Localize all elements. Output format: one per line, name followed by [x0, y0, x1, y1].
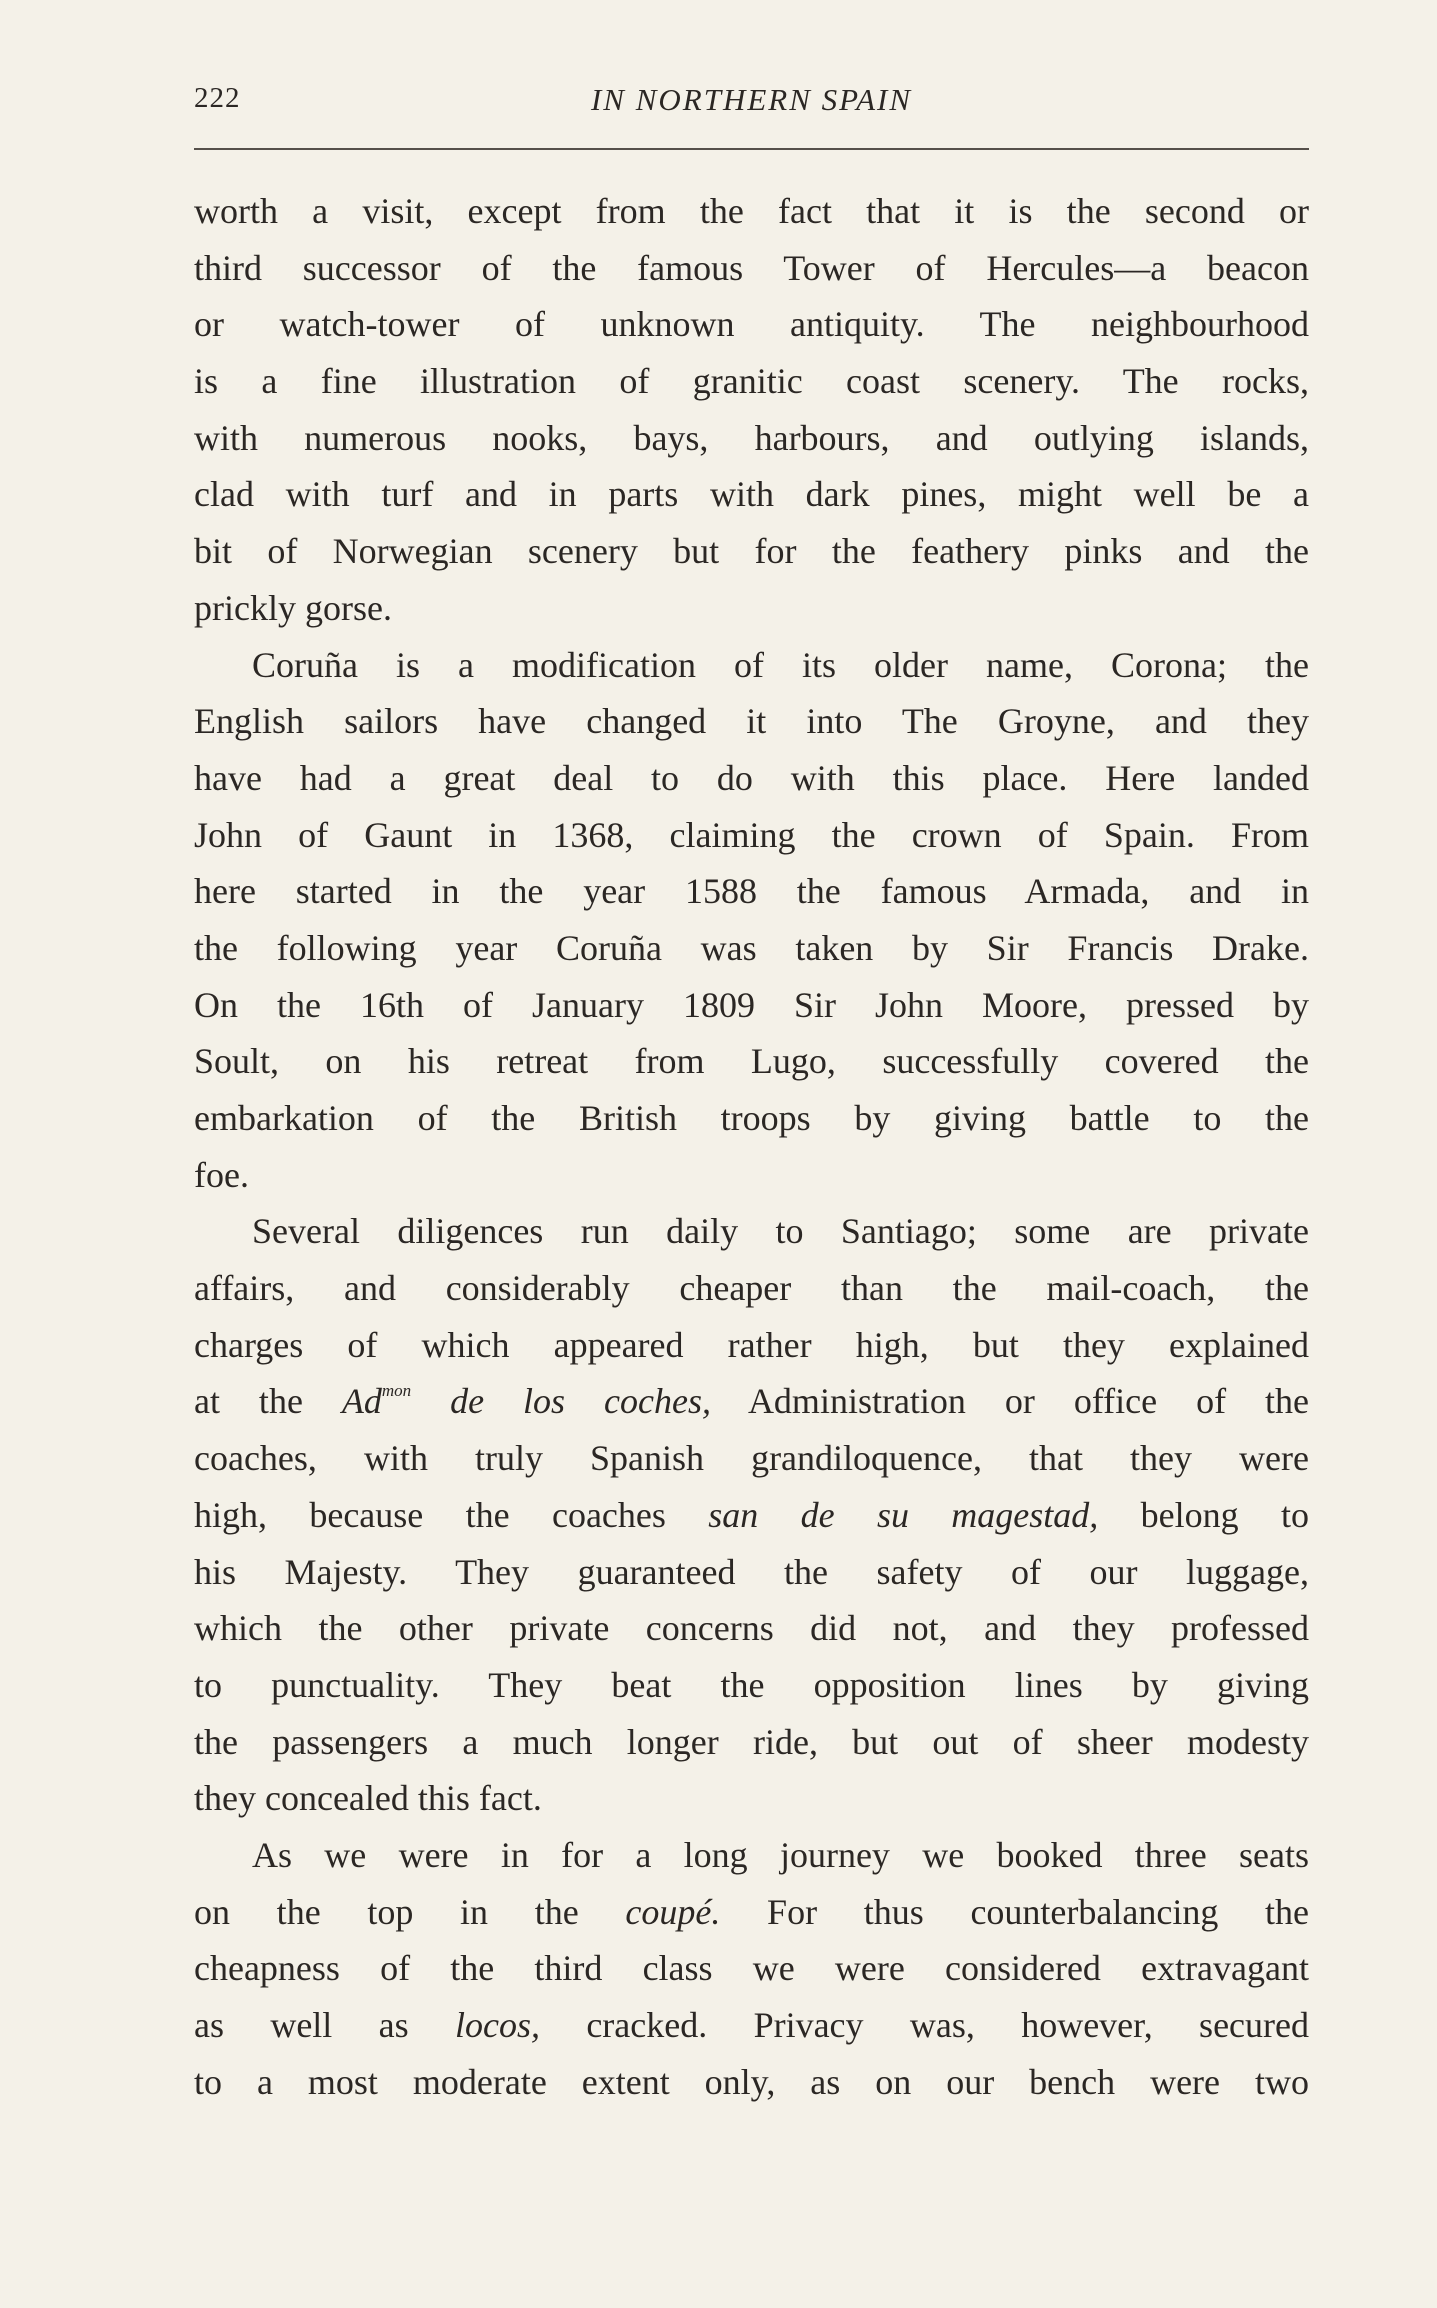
line-segment: as well as [194, 2005, 455, 2045]
text-line: which the other private concerns did not, and they professed [194, 1608, 1309, 1649]
text-line: coaches, with truly Spanish grandiloquence, that they were [194, 1438, 1309, 1479]
text-line: here started in the year 1588 the famous Armada, and in [194, 871, 1309, 912]
line-segment: high, because the coaches [194, 1494, 709, 1535]
line-segment: Administration or office of the [710, 1381, 1309, 1422]
text-line [194, 1997, 1309, 2054]
text-line: English sailors have changed it into The Groyne, and they [194, 701, 1309, 742]
italic-segment: de los coches, [411, 1381, 711, 1422]
text-line: worth a visit, except from the fact that it is the second or [194, 191, 1309, 231]
text-line: the passengers a much longer ride, but out of sheer modesty [194, 1721, 1309, 1762]
line-segment: belong to [1098, 1494, 1309, 1535]
page-number: 222 [194, 82, 241, 114]
text-line [194, 1373, 1309, 1430]
text-line: charges of which appeared rather high, but they explained [194, 1324, 1309, 1365]
text-line: affairs, and considerably cheaper than the mail-coach, the [194, 1268, 1309, 1309]
text-line: Soult, on his retreat from Lugo, successfully covered the [194, 1041, 1309, 1082]
body-text [194, 183, 1309, 2110]
text-line: cheapness of the third class we were considered extravagant [194, 1948, 1309, 1989]
text-line: his Majesty. They guaranteed the safety of our luggage, [194, 1551, 1309, 1592]
italic-segment: coupé. [625, 1891, 721, 1932]
text-line: the following year Coruña was taken by Sir Francis Drake. [194, 927, 1309, 968]
page-header [194, 82, 1309, 132]
superscript-abbreviation: mon [381, 1381, 412, 1401]
text-line: Several diligences run daily to Santiago; some are private [252, 1211, 1309, 1252]
text-line: to a most moderate extent only, as on our bench were two [194, 2061, 1309, 2102]
text-line [194, 1487, 1309, 1544]
text-line: Coruña is a modification of its older name, Corona; the [252, 644, 1309, 685]
italic-segment: locos, [454, 2005, 540, 2045]
text-line: they concealed this fact. [194, 1778, 542, 1819]
italic-segment: san de su magestad, [708, 1494, 1099, 1535]
text-line: John of Gaunt in 1368, claiming the crown of Spain. From [194, 814, 1309, 855]
line-segment: For thus counterbalancing the [720, 1891, 1309, 1932]
text-line [194, 1884, 1309, 1941]
text-line: is a fine illustration of granitic coast scenery. The rocks, [194, 361, 1309, 402]
text-line: have had a great deal to do with this place. Here landed [194, 757, 1309, 798]
text-line: prickly gorse. [194, 587, 392, 628]
text-line: third successor of the famous Tower of Hercules—a beacon [194, 247, 1309, 288]
header-rule [194, 148, 1309, 150]
text-line: with numerous nooks, bays, harbours, and outlying islands, [194, 417, 1309, 458]
text-line: embarkation of the British troops by giving battle to the [194, 1098, 1309, 1138]
line-segment: at the [194, 1381, 342, 1422]
line-segment: cracked. Privacy was, however, secured [539, 2005, 1309, 2045]
text-line: clad with turf and in parts with dark pines, might well be a [194, 474, 1309, 515]
running-title: IN NORTHERN SPAIN [590, 82, 913, 117]
text-line: to punctuality. They beat the opposition lines by giving [194, 1664, 1309, 1705]
text-line: As we were in for a long journey we booked three seats [252, 1834, 1309, 1875]
italic-segment: Ad [341, 1381, 382, 1422]
text-line: bit of Norwegian scenery but for the feathery pinks and the [194, 531, 1309, 572]
text-line: or watch-tower of unknown antiquity. The neighbourhood [194, 304, 1309, 345]
text-line: foe. [194, 1154, 249, 1195]
text-line: On the 16th of January 1809 Sir John Moore, pressed by [194, 984, 1309, 1025]
line-segment: on the top in the [194, 1891, 626, 1932]
